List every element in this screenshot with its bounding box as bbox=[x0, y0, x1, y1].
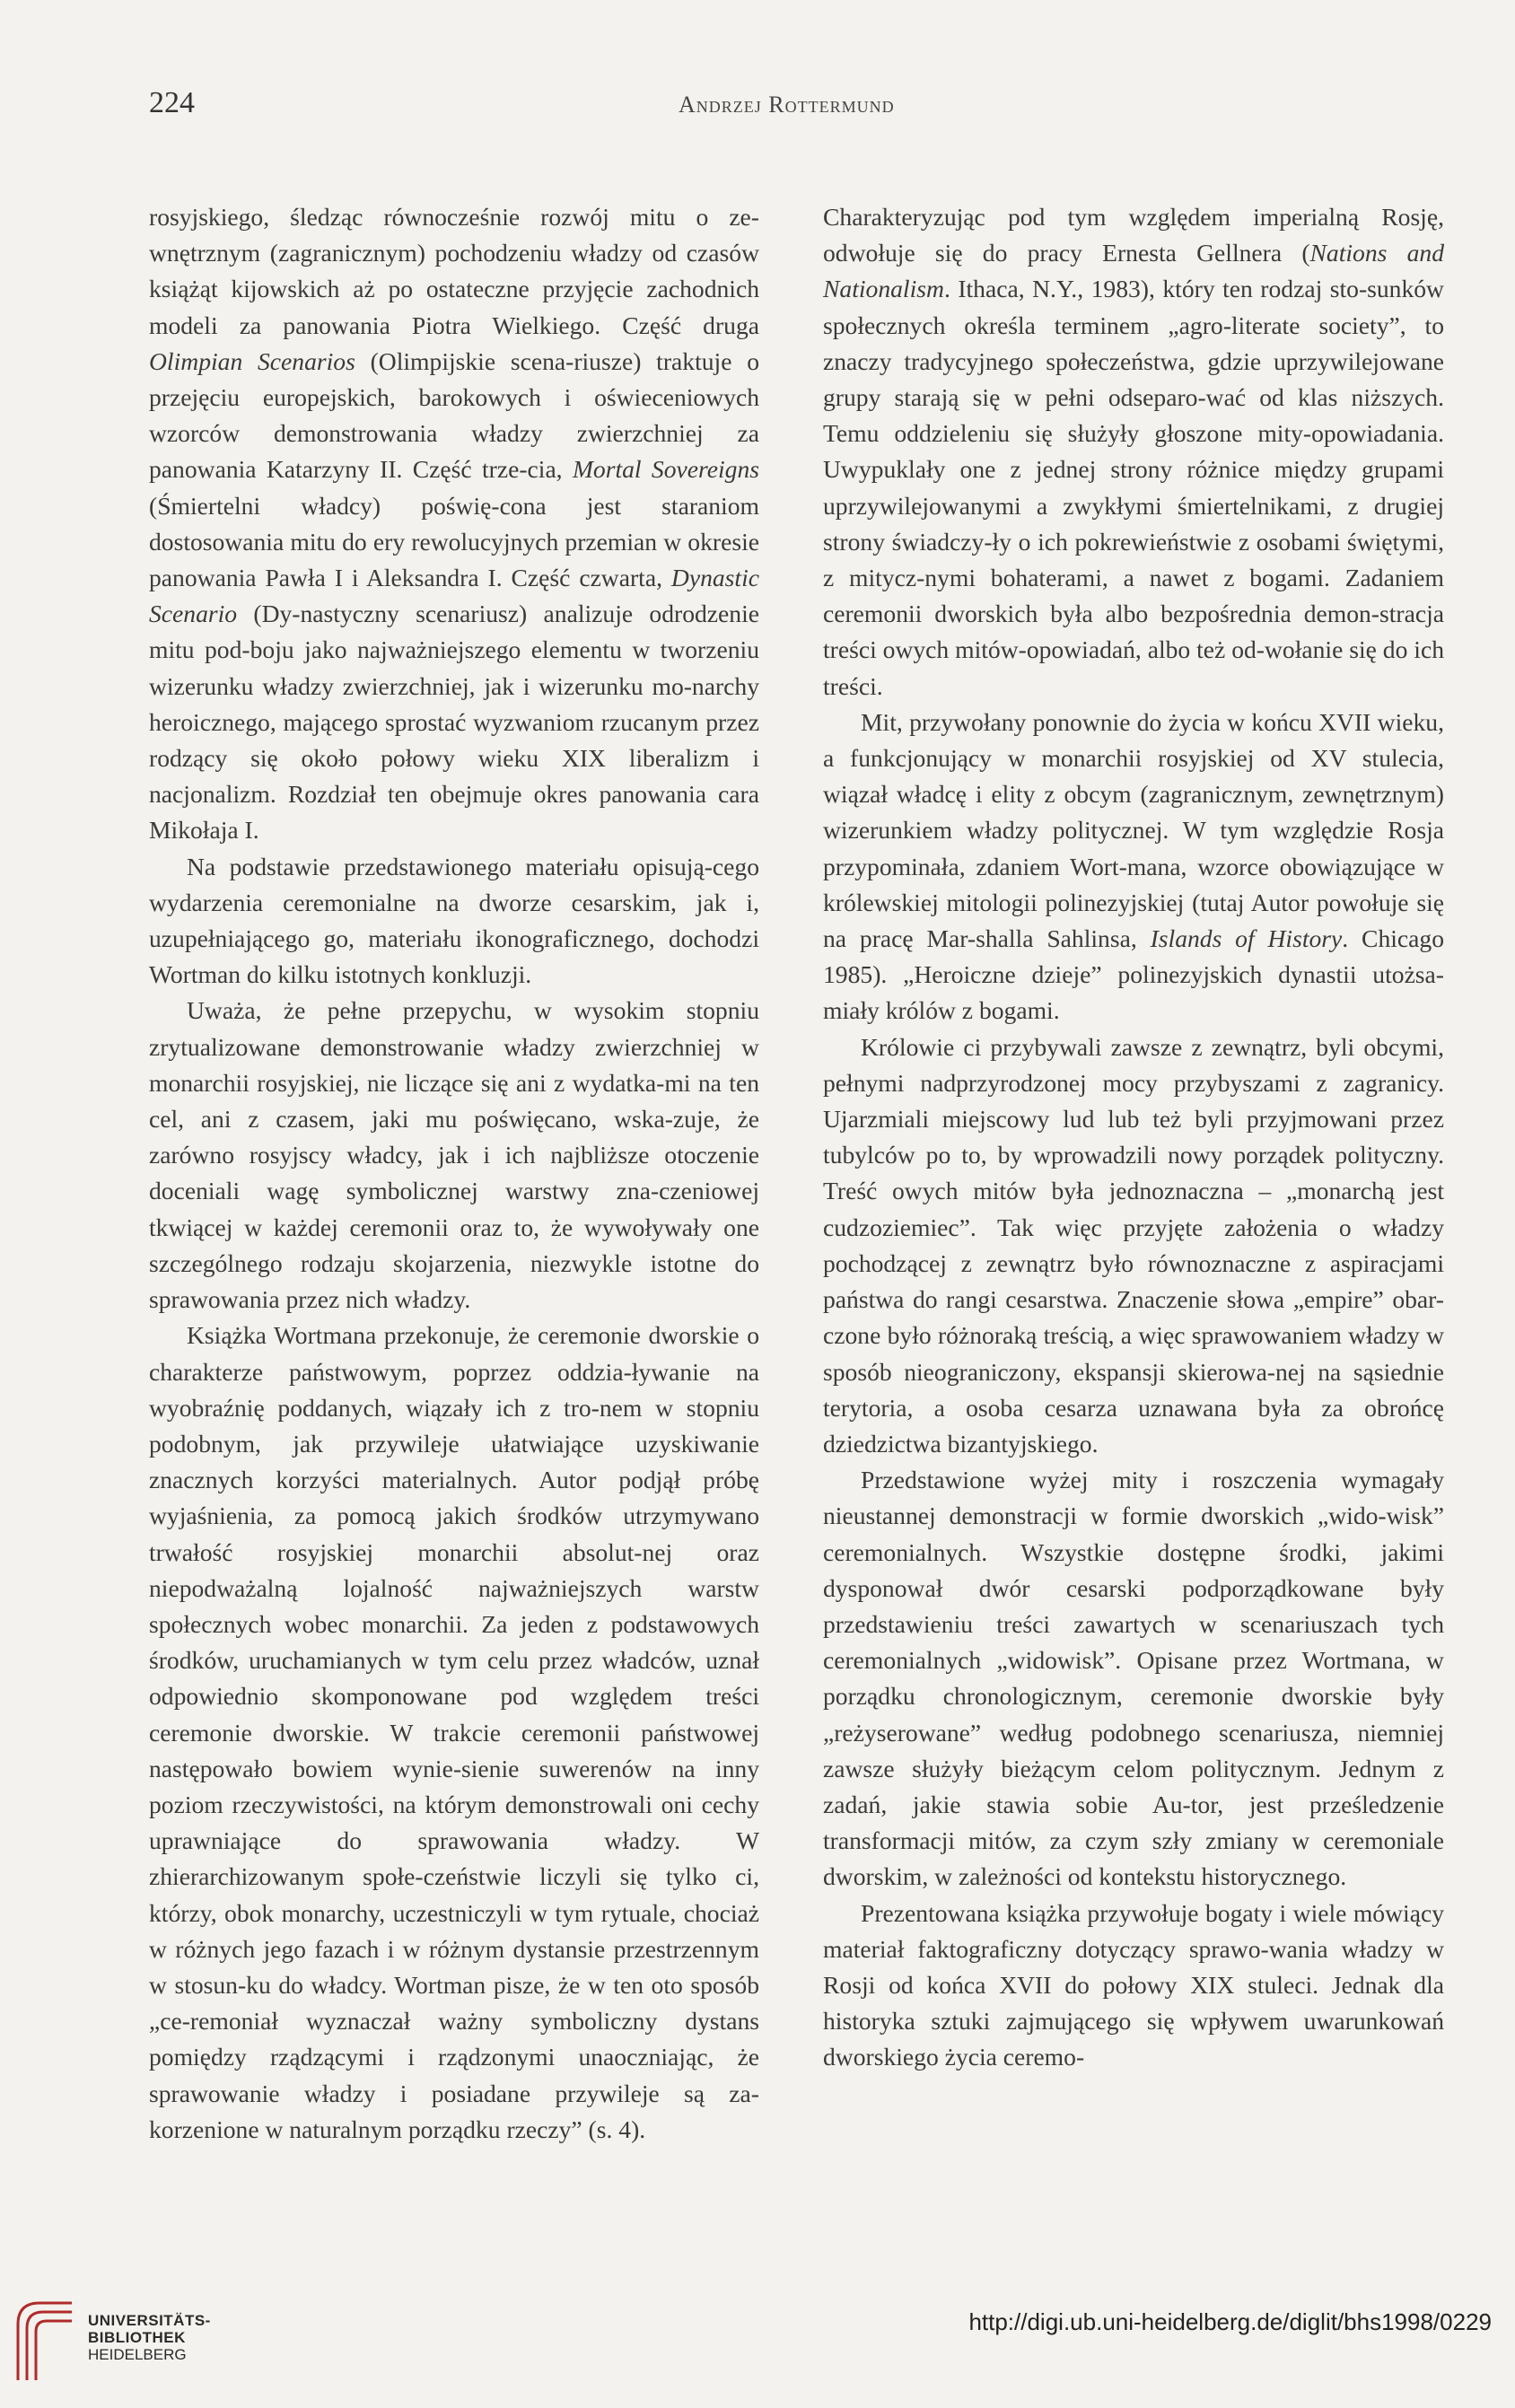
body-paragraph: Charakteryzując pod tym względem imperialną Rosję, odwołuje się do pracy Ernesta Gellnera (Nations and Nationalism. Ithaca, N.Y., 1983), który ten rodzaj sto-sunków społecznych określa terminem „agro-literate society”, to znaczy tradycyjnego społeczeństwa, gdzie uprzywilejowane grupy starają się w pełni odseparo-wać od klas niższych. Temu oddzieleniu się służyły głoszone mity-opowiadania. Uwypuklały one z jednej strony różnice między grupami uprzywilejowanymi a zwykłymi śmiertelnikami, z drugiej strony świadczy-ły o ich pokrewieństwie z osobami świętymi, z mitycz-nymi bohaterami, a nawet z bogami. Zadaniem ceremonii dworskich była albo bezpośrednia demon-stracja treści owych mitów-opowiadań, albo też od-wołanie się do ich treści. bbox=[823, 203, 1445, 700]
page-footer bbox=[0, 2269, 1515, 2386]
body-paragraph: Książka Wortmana przekonuje, że ceremonie dworskie o charakterze państwowym, poprzez oddzia-ływanie na wyobraźnię poddanych, wiązały ich z tro-nem w stopniu podobnym, jak przywileje ułatwiające uzyskiwanie znacznych korzyści materialnych. Autor podjął próbę wyjaśnienia, za pomocą jakich środków utrzymywano trwałość rosyjskiej monarchii absolut-nej oraz niepodważalną lojalność najważniejszych warstw społecznych wobec monarchii. Za jeden z podstawowych środków, uruchamianych w tym celu przez władców, uznał odpowiednio skomponowane pod względem treści ceremonie dworskie. W trakcie ceremonii państwowej następowało bowiem wynie-sienie suwerenów na inny poziom rzeczywistości, na którym demonstrowali oni cechy uprawniające do sprawowania władzy. W zhierarchizowanym społe-czeństwie liczyli się tylko ci, którzy, obok monarchy, uczestniczyli w tym rytuale, chociaż w różnych jego fazach i w różnym dystansie przestrzennym w stosun-ku do władcy. Wortman pisze, że w ten oto sposób „ce-remoniał wyznaczał ważny symboliczny dystans pomiędzy rządzącymi i rządzonymi unaoczniając, że sprawowanie władzy i posiadane przywileje są za-korzenione w naturalnym porządku rzeczy” (s. 4). bbox=[149, 1321, 759, 2143]
running-head bbox=[0, 86, 1515, 131]
body-paragraph: Prezentowana książka przywołuje bogaty i wiele mówiący materiał faktograficzny dotyczący sprawo-wania władzy w Rosji od końca XVII do połowy XIX stuleci. Jednak dla historyka sztuki zajmującego się wpływem uwarunkowań dworskiego życia ceremo- bbox=[823, 1898, 1444, 2071]
body-paragraph: Przedstawione wyżej mity i roszczenia wymagały nieustannej demonstracji w formie dworskich „wido-wisk” ceremonialnych. Wszystkie dostępne środki, jakimi dysponował dwór cesarski podporządkowane były przedstawieniu treści zawartych w scenariuszach tych ceremonialnych „widowisk”. Opisane przez Wortmana, w porządku chronologicznym, ceremonie dworskie były „reżyserowane” według podobnego scenariusza, niemniej zawsze służyły bieżącym celom politycznym. Jednym z zadań, jakie stawia sobie Au-tor, jest prześledzenie transformacji mitów, za czym szły zmiany w ceremoniale dworskim, w zależności od kontekstu historycznego. bbox=[823, 1466, 1444, 1891]
library-logo-icon bbox=[13, 2298, 77, 2384]
right-text-column bbox=[823, 199, 1444, 2076]
library-name bbox=[88, 2312, 211, 2363]
running-head-author: Andrzej Rottermund bbox=[679, 92, 895, 118]
body-paragraph: Mit, przywołany ponownie do życia w końcu XVII wieku, a funkcjonujący w monarchii rosyjskiej od XV stulecia, wiązał władcę i elity z obcym (zagranicznym, zewnętrznym) wizerunkiem władzy politycznej. W tym względzie Rosja przypominała, zdaniem Wort-mana, wzorce obowiązujące w królewskiej mitologii polinezyjskiej (tutaj Autor powołuje się na pracę Mar-shalla Sahlinsa, Islands of History. Chicago 1985). „Heroiczne dzieje” polinezyjskich dynastii utożsa-miały królów z bogami. bbox=[823, 707, 1444, 1025]
source-url-link[interactable]: http://digi.ub.uni-heidelberg.de/diglit/bhs1998/0229 bbox=[968, 2308, 1492, 2335]
body-paragraph: rosyjskiego, śledząc równocześnie rozwój mitu o ze-wnętrznym (zagranicznym) pochodzeniu władzy od czasów książąt kijowskich aż po ostateczne przyjęcie zachodnich modeli za panowania Piotra Wielkiego. Część druga Olimpian Scenarios (Olimpijskie scena-riusze) traktuje o przejęciu europejskich, barokowych i oświeceniowych wzorców demonstrowania władzy zwierzchniej za panowania Katarzyny II. Część trze-cia, Mortal Sovereigns (Śmiertelni władcy) poświę-cona jest staraniom dostosowania mitu do ery rewolucyjnych przemian w okresie panowania Pawła I i Aleksandra I. Część czwarta, Dynastic Scenario (Dy-nastyczny scenariusz) analizuje odrodzenie mitu pod-boju jako najważniejszego elementu w tworzeniu wizerunku władzy zwierzchniej, jak i wizerunku mo-narchy heroicznego, mającego sprostać wyzwaniom rzucanym przez rodzący się około połowy wieku XIX liberalizm i nacjonalizm. Rozdział ten obejmuje okres panowania cara Mikołaja I. bbox=[149, 203, 760, 845]
library-name-line: BIBLIOTHEK bbox=[88, 2329, 186, 2346]
library-name-line: UNIVERSITÄTS- bbox=[88, 2312, 211, 2329]
library-name-line: HEIDELBERG bbox=[88, 2346, 187, 2363]
body-paragraph: Na podstawie przedstawionego materiału opisują-cego wydarzenia ceremonialne na dworze cesarskim, jak i, uzupełniającego go, materiału ikonograficznego, dochodzi Wortman do kilku istotnych konkluzji. bbox=[149, 852, 759, 989]
body-paragraph: Królowie ci przybywali zawsze z zewnątrz, byli obcymi, pełnymi nadprzyrodzonej mocy przybyszami z zagranicy. Ujarzmiali miejscowy lud lub też byli przyjmowani przez tubylców po to, by wprowadzili nowy porządek polityczny. Treść owych mitów była jednoznaczna – „monarchą jest cudzoziemiec”. Tak więc przyjęte założenia o władzy pochodzącej z zewnątrz było równoznaczne z aspiracjami państwa do rangi cesarstwa. Znaczenie słowa „empire” obar-czone było różnoraką treścią, a więc sprawowaniem władzy w sposób nieograniczony, ekspansji skierowa-nej na sąsiednie terytoria, a osoba cesarza uznawana była za obrońcę dziedzictwa bizantyjskiego. bbox=[823, 1032, 1444, 1458]
left-text-column bbox=[149, 199, 759, 2148]
body-paragraph: Uważa, że pełne przepychu, w wysokim stopniu zrytualizowane demonstrowanie władzy zwierzchniej w monarchii rosyjskiej, nie liczące się ani z wydatka-mi na ten cel, ani z czasem, jaki mu poświęcano, wska-zuje, że zarówno rosyjscy władcy, jak i ich najbliższe otoczenie doceniali wagę symbolicznej warstwy zna-czeniowej tkwiącej w każdej ceremonii oraz to, że wywoływały one szczególnego rodzaju skojarzenia, niezwykle istotne do sprawowania przez nich władzy. bbox=[149, 996, 759, 1314]
page-number: 224 bbox=[149, 86, 195, 119]
